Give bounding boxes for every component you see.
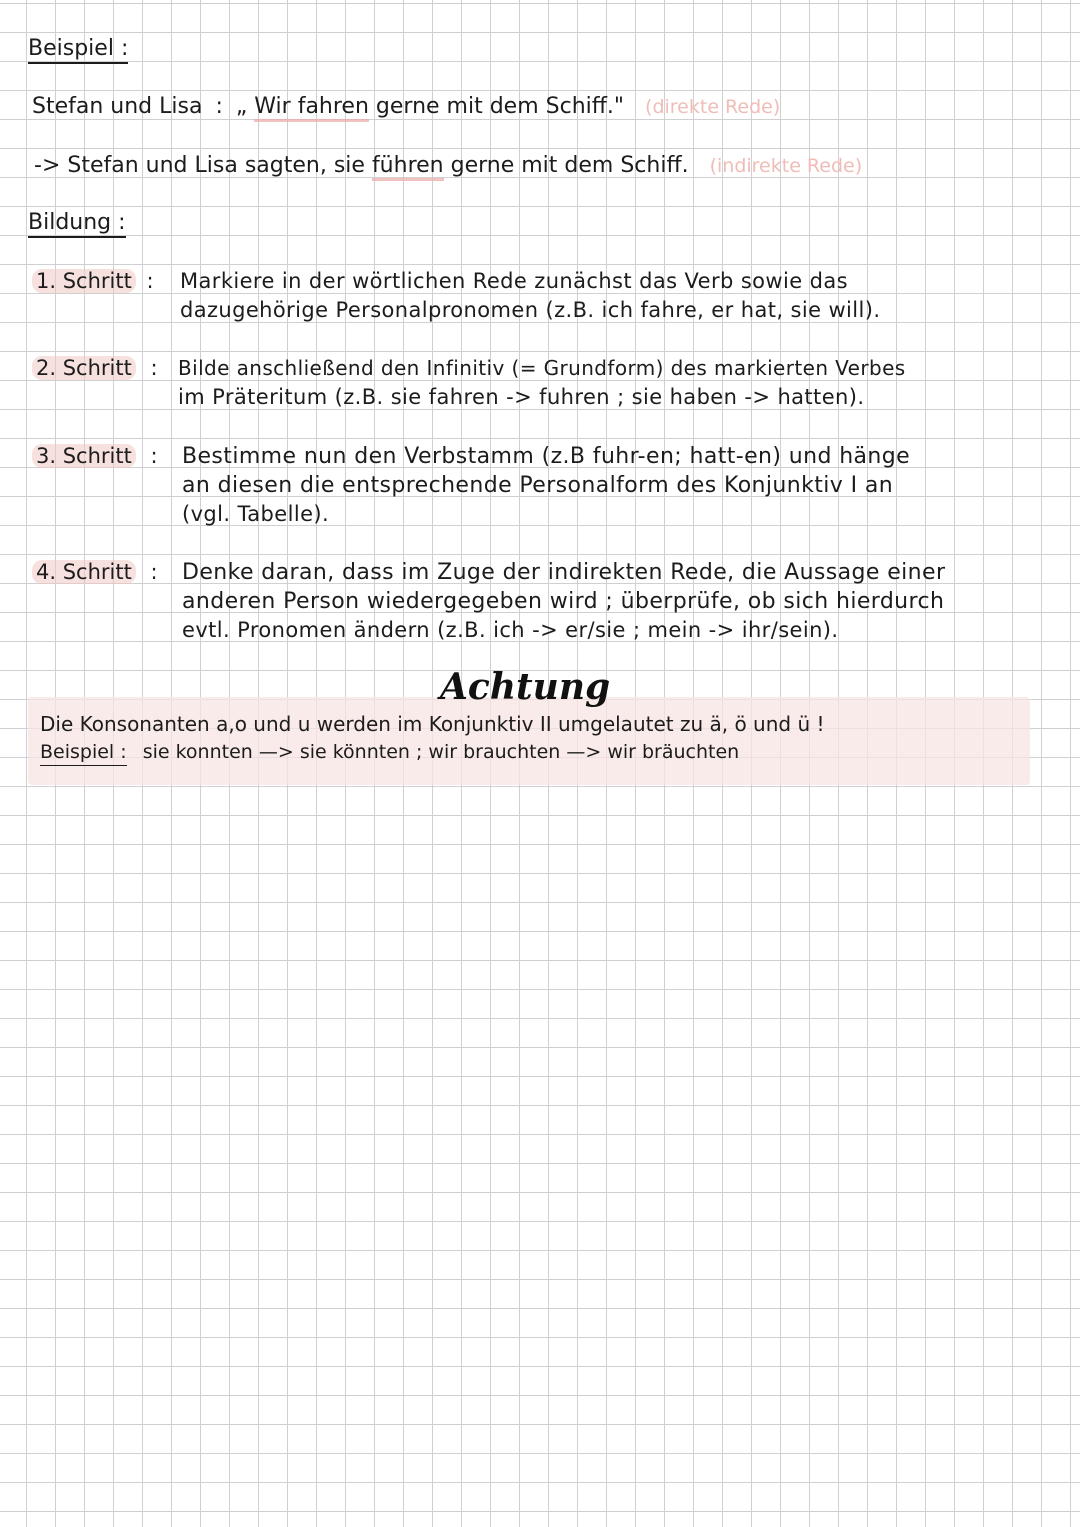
step-3-line-1: Bestimme nun den Verbstamm (z.B fuhr-en; hatt-en) und hänge <box>182 444 911 469</box>
example-heading-text: Beispiel <box>28 36 114 61</box>
formation-heading <box>28 212 126 238</box>
indirect-speech-tag: (indirekte Rede) <box>709 155 863 177</box>
step-3-label <box>32 446 158 467</box>
step-4-line-2: anderen Person wiedergegeben wird ; überprüfe, ob sich hierdurch <box>182 589 945 614</box>
step-4-label <box>32 562 158 583</box>
speaker: Stefan und Lisa <box>32 94 203 119</box>
step-2-colon: : <box>150 356 158 380</box>
formation-heading-colon: : <box>118 210 126 235</box>
step-4-line-3: evtl. Pronomen ändern (z.B. ich -> er/sie ; mein -> ihr/sein). <box>182 618 839 642</box>
step-4-label-text: 4. Schritt <box>32 560 136 584</box>
direct-speech-tag: (direkte Rede) <box>645 96 781 118</box>
indirect-sentence-highlight: führen <box>372 153 444 181</box>
step-3-line-2: an diesen die entsprechende Personalform des Konjunktiv I an <box>182 473 894 498</box>
step-2-line-2: im Präteritum (z.B. sie fahren -> fuhren ; sie haben -> hatten). <box>178 385 865 409</box>
direct-speech-line <box>32 96 780 118</box>
step-3-line-3: (vgl. Tabelle). <box>182 502 330 526</box>
quote-rest: gerne mit dem Schiff." <box>375 94 625 119</box>
step-4-colon: : <box>150 560 158 584</box>
step-2-label-text: 2. Schritt <box>32 356 136 380</box>
open-quote: „ <box>235 94 248 119</box>
step-3-label-text: 3. Schritt <box>32 444 136 468</box>
indirect-speech-line <box>34 155 862 177</box>
formation-heading-text: Bildung <box>28 210 112 235</box>
step-1-line-2: dazugehörige Personalpronomen (z.B. ich fahre, er hat, sie will). <box>180 298 881 322</box>
note-example-text: sie konnten —> sie könnten ; wir brauchten —> wir bräuchten <box>142 741 740 763</box>
step-4-line-1: Denke daran, dass im Zuge der indirekten Rede, die Aussage einer <box>182 560 946 585</box>
step-3-colon: : <box>150 444 158 468</box>
step-1-line-1: Markiere in der wörtlichen Rede zunächst das Verb sowie das <box>180 269 848 293</box>
step-2-line-1: Bilde anschließend den Infinitiv (= Grundform) des markierten Verbes <box>178 356 906 380</box>
quote-highlight: Wir fahren <box>254 94 369 122</box>
example-heading-colon: : <box>120 36 129 61</box>
indirect-sentence-a: Stefan und Lisa sagten, sie <box>67 153 365 178</box>
note-line: Die Konsonanten a,o und u werden im Konjunktiv II umgelautet zu ä, ö und ü ! <box>40 712 825 736</box>
example-heading <box>28 38 128 64</box>
note-example <box>40 743 739 762</box>
step-1-label-text: 1. Schritt <box>32 269 136 293</box>
indirect-sentence-b: gerne mit dem Schiff. <box>450 153 689 178</box>
note-example-label: Beispiel : <box>40 741 127 766</box>
arrow: -> <box>34 153 61 178</box>
note-title: Achtung <box>440 666 611 708</box>
step-1-label <box>32 271 154 292</box>
step-2-label <box>32 358 158 379</box>
speaker-colon: : <box>215 94 223 119</box>
step-1-colon: : <box>146 269 154 293</box>
